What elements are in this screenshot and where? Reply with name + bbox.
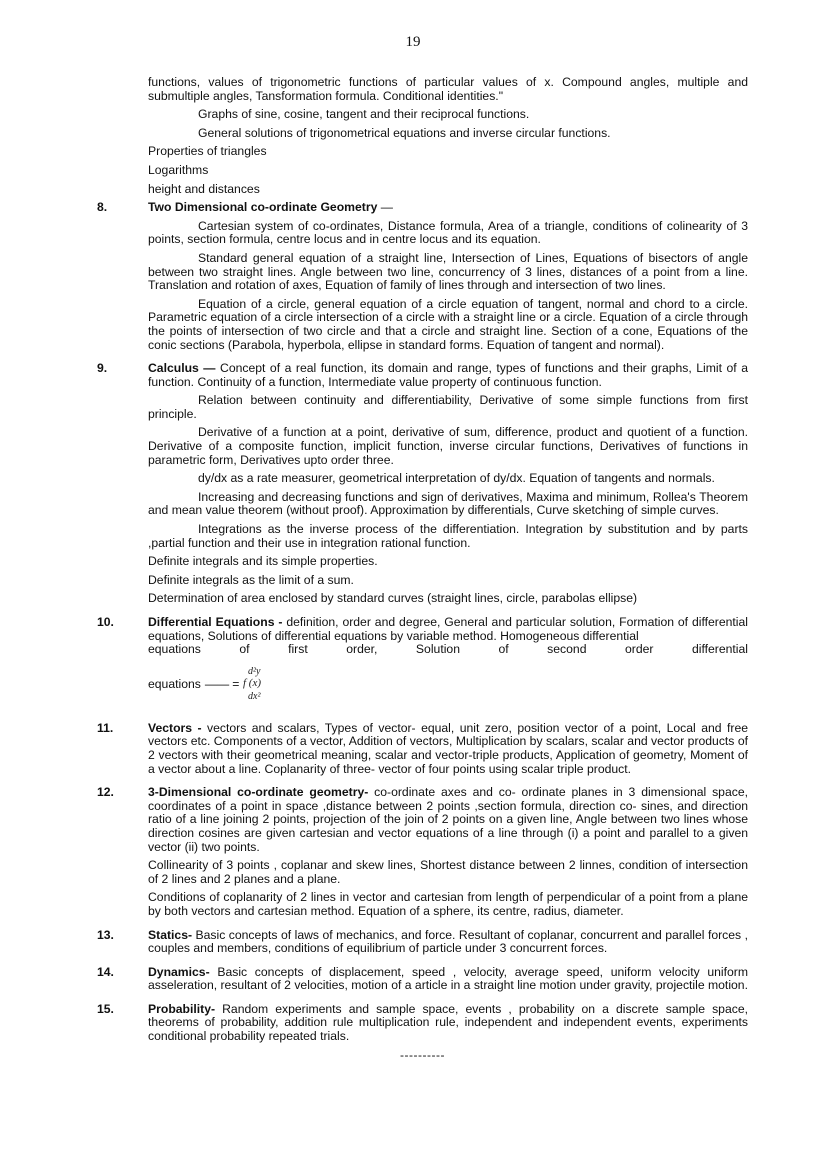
section-14 [97,966,748,998]
intro-paragraph: General solutions of trigonometrical equations and inverse circular functions. [198,125,611,140]
section-heading: Probability- [148,1001,216,1016]
section-text: Basic concepts of laws of mechanics, and force. Resultant of coplanar, concurrent and parallel forces , couples and members, conditions of equilibrium of particle under 3 concurrent forces. [148,927,748,956]
equation-function: f (x) [243,676,262,689]
section-number: 9. [97,361,108,376]
section-text: co-ordinate axes and co- ordinate planes in 3 dimensional space, coordinates of a point in space ,distance between 2 points ,section formula, direction co- sines, and direction ratio of a line joining 2 points, projection of the join of 2 points on a given line, Angle between two lines whose direction cosines are given cartesian and vector equations of a line through (i) a point and parallel to a given vector (ii) two points. [148,785,748,854]
section-paragraph: Standard general equation of a straight line, Intersection of Lines, Equations of bisectors of angle between two straight lines. Angle between two line, concurrency of 3 lines, distances of a point from a line. Translation and rotation of axes, Equation of family of lines through and intersection of two lines. [148,250,748,293]
section-topic: Definite integrals as the limit of a sum. [148,572,354,587]
differential-equation [148,665,748,705]
intro-topic: height and distances [148,181,260,196]
section-text: Concept of a real function, its domain and range, types of functions and their graphs, Limit of a function. Continuity of a function, Intermediate value property of continuous function. [148,361,748,389]
section-paragraph: Relation between continuity and differentiability, Derivative of some simple functions from first principle. [148,393,748,421]
section-paragraph: Conditions of coplanarity of 2 lines in vector and cartesian from length of perpendicular of a point from a plane by both vectors and cartesian method. Equation of a sphere, its centre, radius, diameter. [148,890,748,918]
page-number: 19 [405,34,421,50]
section-number: 8. [97,200,108,215]
section-12 [97,786,748,923]
section-paragraph: dy/dx as a rate measurer, geometrical interpretation of dy/dx. Equation of tangents and normals. [198,471,715,486]
section-10 [97,616,748,717]
intro-topic: Logarithms [148,162,209,177]
section-text: definition, order and degree, General and particular solution, Formation of differential equations, Solutions of differential equations by variable method. Homogeneous differential [148,615,748,643]
section-15 [97,1003,748,1044]
equation-label: equations [148,676,201,691]
equation-dash: —— [204,676,230,691]
section-text: vectors and scalars, Types of vector- equal, unit zero, position vector of a point, Local and free vectors etc. Components of a vector, Addition of vectors, Multiplication by scalars, scalar and vector products of 2 vectors with their geometrical meaning, scalar and vector-triple products, Application of geometry, Moment of a vector about a line. Coplanarity of three- vector of four points using scalar triple product. [148,720,749,776]
syllabus-content [97,76,748,1062]
end-marker: ---------- [400,1047,445,1062]
equation-numerator: d²y [248,665,261,677]
section-paragraph: Increasing and decreasing functions and sign of derivatives, Maxima and minimum, Rollea's Theorem and mean value theorem (without proof). Approximation by differentials, Curve sketching of simple curves. [148,489,748,518]
section-13 [97,929,748,961]
section-paragraph: Integrations as the inverse process of the differentiation. Integration by substitution and by parts ,partial function and their use in integration rational function. [148,522,748,550]
heading-dash: — [377,200,393,215]
section-topic: Determination of area enclosed by standard curves (straight lines, circle, parabolas ellipse) [148,591,638,606]
section-number: 10. [97,615,114,629]
section-11 [97,722,748,781]
section-heading: Two Dimensional co-ordinate Geometry [148,200,378,215]
intro-topic: Properties of triangles [148,144,267,159]
section-text-spread: equations of first order, Solution of second order differential [148,642,748,657]
section-9 [97,362,748,611]
section-paragraph: Equation of a circle, general equation of a circle equation of tangent, normal and chord to a circle. Parametric equation of a circle intersection of a circle with a straight line or a circle. Equation of a circle through the points of intersection of two circle and that a circle and straight line. Section of a cone, Equations of the conic sections (Parabola, hyperbola, ellipse in standard forms. Equation of tangent and normal). [148,296,748,352]
intro-paragraph: Graphs of sine, cosine, tangent and their reciprocal functions. [198,107,530,122]
section-number: 15. [97,1001,114,1016]
section-heading: Statics- [148,927,193,942]
section-heading: Calculus — [148,361,216,376]
section-text: Random experiments and sample space, events , probability on a discrete sample space, theorems of probability, addition rule multiplication rule, independent and independent events, experiments conditional probability repeated trials. [148,1001,748,1044]
section-text: Basic concepts of displacement, speed , velocity, average speed, uniform velocity uniform asseleration, resultant of 2 velocities, motion of a article in a straight line motion under gravity, projectile motion. [148,964,748,993]
equation-denominator: dx² [248,690,261,702]
section-paragraph: Cartesian system of co-ordinates, Distance formula, Area of a triangle, conditions of colinearity of 3 points, section formula, centre locus and in centre locus and its equation. [148,218,748,247]
section-paragraph: Collinearity of 3 points , coplanar and skew lines, Shortest distance between 2 linnes, condition of intersection of 2 lines and 2 planes and a plane. [148,858,748,886]
section-heading: 3-Dimensional co-ordinate geometry- [148,785,369,800]
section-number: 13. [97,927,114,942]
section-8 [97,201,748,357]
section-number: 11. [97,720,114,735]
section-number: 14. [97,964,114,979]
section-paragraph: Derivative of a function at a point, derivative of sum, difference, product and quotient of a function. Derivative of a composite function, implicit function, inverse circular functions, Derivatives of functions in parametric form, Derivatives upto order three. [148,425,748,467]
section-heading: Dynamics- [148,964,210,979]
section-number: 12. [97,785,114,800]
intro-continuation: functions, values of trigonometric functions of particular values of x. Compound angles, multiple and submultiple angles, Tansformation formula. Conditional identities." [148,75,748,103]
equation-fraction [242,665,282,705]
section-topic: Definite integrals and its simple properties. [148,554,378,569]
section-heading: Differential Equations - [148,615,283,629]
section-heading: Vectors - [148,720,202,735]
equation-equals: = [232,676,240,691]
